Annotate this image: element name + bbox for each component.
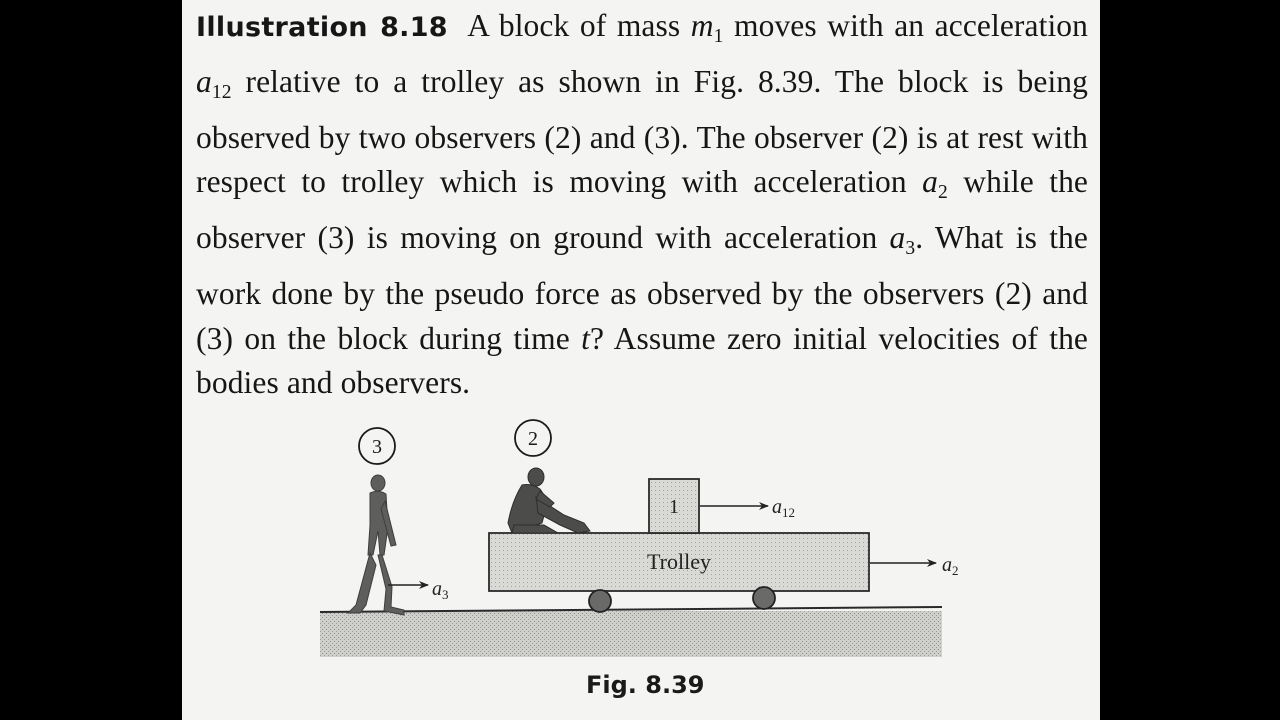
- problem-text-part-1: A block of mass: [467, 8, 691, 43]
- problem-text: [196, 4, 1088, 406]
- trolley-wheel-right: [753, 587, 775, 609]
- accel-subscript-2: 2: [938, 182, 948, 204]
- problem-text-part-5: . What is the work done by the pseudo force as observed by the observers (2) and (3) on the block during time: [196, 220, 1088, 356]
- observer-2-tag: 2: [528, 428, 538, 450]
- a12-symbol: a: [772, 496, 782, 518]
- block-1-label: 1: [669, 496, 679, 518]
- accel-subscript-12: 12: [211, 82, 232, 104]
- a12-label: [772, 496, 795, 520]
- problem-text-part-6: ? Assume zero initial velocities of the bodies and observers.: [196, 320, 1089, 401]
- trolley-label: Trolley: [647, 549, 711, 574]
- accel-symbol-a12: a: [196, 63, 212, 99]
- a3-symbol: a: [432, 578, 442, 600]
- observer-2-figure: [508, 468, 590, 533]
- a2-symbol: a: [942, 554, 952, 576]
- problem-text-part-3: relative to a trolley as shown in Fig. 8.39. The block is being observed by two observers (2) and (3). The observer (2) is at rest with respect to trolley which is moving with acceleration: [196, 63, 1088, 200]
- figure-8-39: [182, 405, 1100, 720]
- problem-text-part-4: while the observer (3) is moving on ground with acceleration: [196, 164, 1088, 256]
- accel-subscript-3: 3: [905, 238, 916, 260]
- ground: [320, 611, 942, 657]
- a2-label: [942, 554, 959, 578]
- figure-caption: Fig. 8.39: [586, 671, 705, 699]
- textbook-page: [182, 0, 1100, 720]
- problem-text-part-2: moves with an acceleration: [723, 8, 1088, 43]
- mass-symbol: m: [690, 8, 714, 43]
- a3-subscript: 3: [442, 587, 449, 602]
- observer-3-tag: 3: [372, 436, 382, 458]
- illustration-heading: Illustration 8.18: [196, 12, 448, 43]
- a3-label: [432, 578, 449, 602]
- trolley-wheel-left: [589, 590, 611, 612]
- observer-3-figure: [348, 475, 404, 615]
- time-symbol: t: [581, 320, 590, 356]
- a12-subscript: 12: [782, 505, 795, 520]
- a2-subscript: 2: [952, 563, 959, 578]
- accel-symbol-a3: a: [889, 220, 906, 256]
- accel-symbol-a2: a: [922, 164, 939, 200]
- mass-subscript: 1: [713, 26, 724, 48]
